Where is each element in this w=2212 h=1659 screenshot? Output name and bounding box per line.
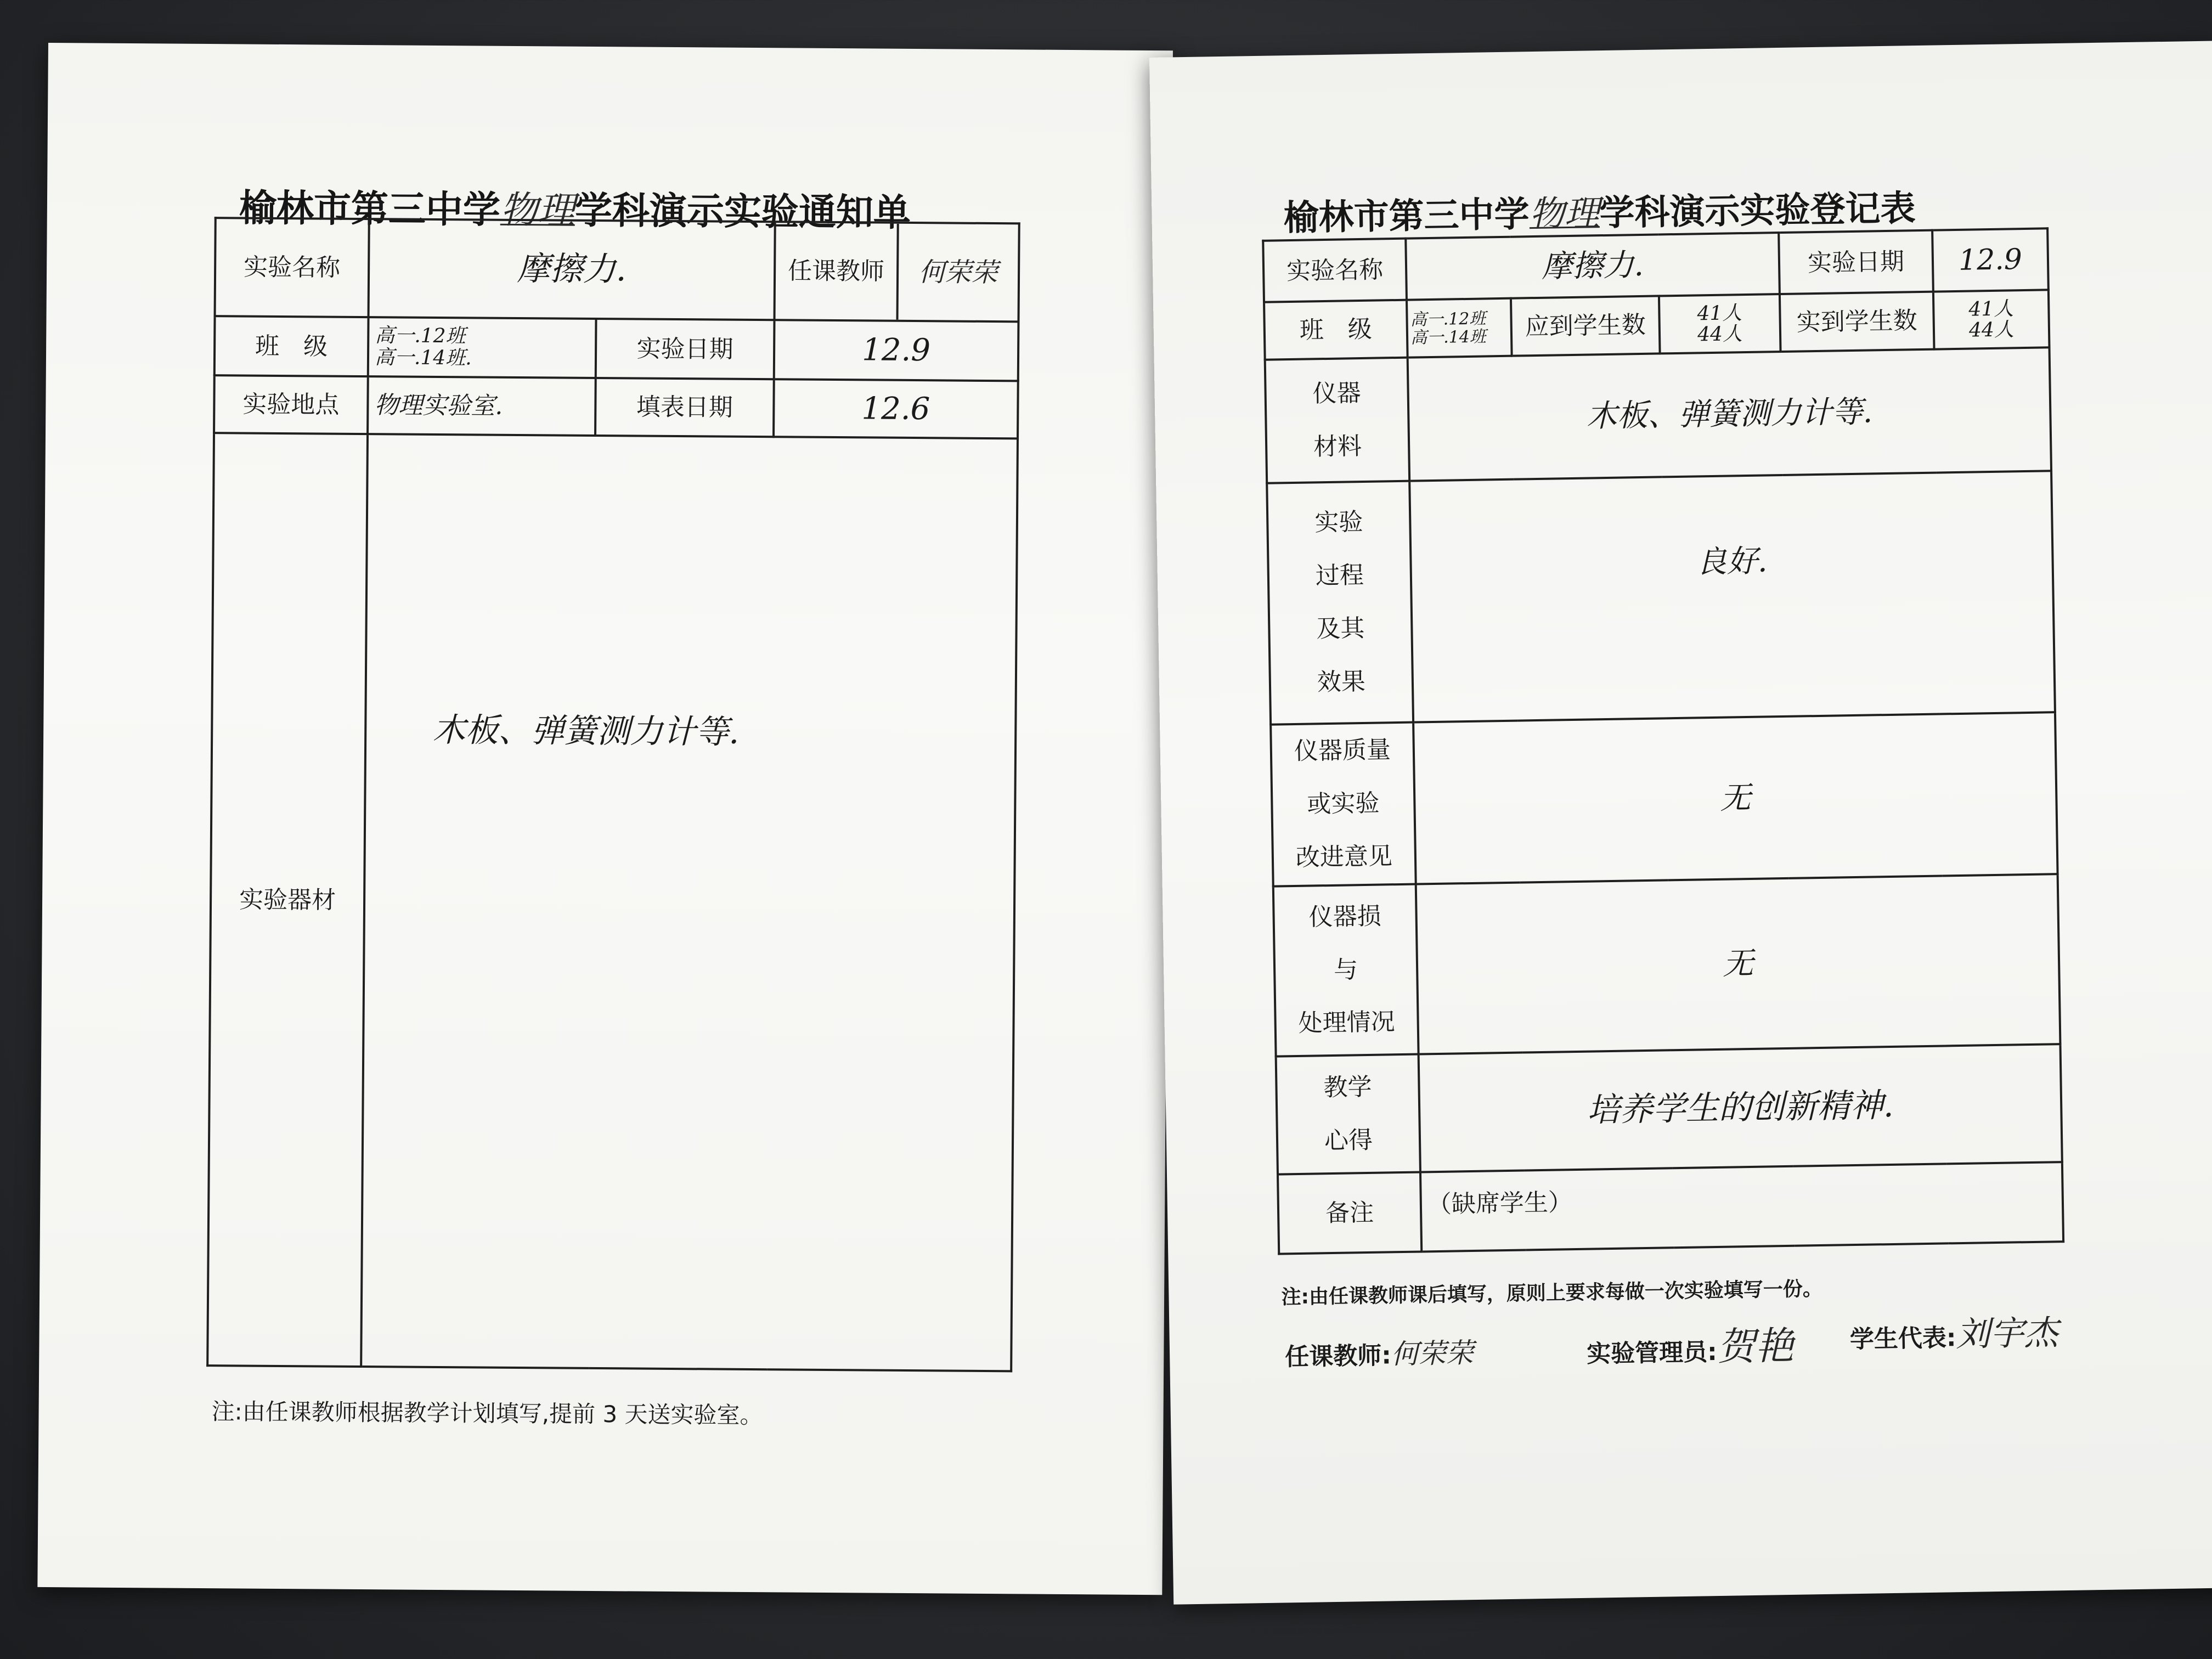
rec-value-class	[1407, 298, 1512, 358]
rec-label-damage	[1273, 884, 1419, 1057]
sig-student-value: 刘宇杰	[1955, 1312, 2058, 1355]
teacher-cell	[775, 222, 1019, 321]
label-experiment-date: 实验日期	[596, 319, 775, 379]
value-fill-date: 12.6	[774, 379, 1018, 438]
rec-label-experiment-name: 实验名称	[1263, 239, 1407, 302]
rec-label-quality-1: 仪器质量	[1294, 736, 1391, 766]
record-form-table	[1262, 227, 2064, 1255]
rec-value-experiment-date: 12.9	[1932, 228, 2049, 291]
notice-title-prefix: 榆林市第三中学	[239, 187, 501, 232]
rec-value-expected-1: 41人	[1697, 301, 1742, 325]
rec-value-actual-1: 41人	[1968, 297, 2014, 321]
label-experiment-name: 实验名称	[215, 218, 369, 317]
sig-admin-value: 贺艳	[1717, 1323, 1795, 1370]
rec-label-quality-2: 或实验	[1307, 789, 1380, 819]
rec-label-damage-2: 与	[1333, 955, 1358, 984]
notice-form-sheet	[37, 43, 1173, 1595]
record-footnote: 注:由任课教师课后填写，原则上要求每做一次实验填写一份。	[1281, 1278, 1823, 1309]
sig-teacher-label: 任课教师:	[1284, 1341, 1392, 1372]
rec-label-process-2: 过程	[1315, 561, 1364, 590]
sig-admin	[1586, 1315, 1794, 1374]
label-class: 班 级	[215, 316, 369, 376]
rec-value-actual	[1933, 290, 2050, 349]
rec-value-process: 良好.	[1409, 471, 2055, 722]
rec-value-damage: 无	[1416, 874, 2061, 1054]
label-equipment: 实验器材	[207, 433, 368, 1367]
rec-value-expected	[1659, 294, 1781, 353]
record-form-sheet	[1149, 41, 2212, 1605]
sig-teacher-value: 何荣荣	[1391, 1337, 1474, 1370]
rec-value-remarks: （缺席学生）	[1420, 1162, 2063, 1251]
value-experiment-date: 12.9	[774, 320, 1019, 381]
rec-label-insight-1: 教学	[1323, 1073, 1372, 1102]
notice-footnote: 注:由任课教师根据教学计划填写,提前 3 天送实验室。	[211, 1398, 763, 1429]
rec-label-expected-students: 应到学生数	[1511, 296, 1660, 356]
rec-label-process-1: 实验	[1314, 508, 1363, 537]
rec-label-instruments-2: 材料	[1313, 432, 1362, 461]
label-teacher: 任课教师	[776, 223, 899, 320]
rec-label-insight-2: 心得	[1324, 1126, 1373, 1155]
sig-student	[1849, 1305, 2058, 1357]
rec-label-experiment-date: 实验日期	[1779, 230, 1933, 294]
rec-label-remarks: 备注	[1278, 1172, 1421, 1254]
value-experiment-name: 摩擦力.	[369, 219, 775, 320]
rec-label-actual-students: 实到学生数	[1780, 292, 1934, 352]
label-fill-date: 填表日期	[595, 378, 774, 437]
rec-value-quality: 无	[1413, 712, 2057, 884]
sig-teacher	[1285, 1331, 1474, 1373]
sig-admin-label: 实验管理员:	[1586, 1338, 1718, 1368]
record-title-suffix: 学科演示实验登记表	[1599, 188, 1916, 234]
rec-label-quality-3: 改进意见	[1295, 842, 1393, 872]
value-class	[368, 317, 596, 378]
rec-value-class-line1: 高一.12班	[1410, 308, 1486, 330]
rec-label-process	[1267, 481, 1413, 725]
rec-label-instruments-1: 仪器	[1312, 379, 1362, 408]
rec-label-quality	[1271, 723, 1416, 887]
value-location: 物理实验室.	[368, 376, 596, 436]
rec-value-experiment-name: 摩擦力.	[1406, 233, 1780, 300]
rec-label-damage-1: 仪器损	[1308, 902, 1382, 932]
rec-value-class-line2: 高一.14班	[1410, 326, 1487, 348]
rec-value-insight: 培养学生的创新精神.	[1419, 1044, 2062, 1172]
value-class-line2: 高一.14班.	[374, 346, 472, 370]
value-class-line1: 高一.12班	[375, 324, 466, 348]
value-teacher: 何荣荣	[918, 256, 998, 288]
rec-label-damage-3: 处理情况	[1298, 1008, 1396, 1038]
notice-title-subject: 物理	[500, 188, 575, 233]
rec-value-expected-2: 44人	[1697, 322, 1743, 346]
label-location: 实验地点	[214, 375, 368, 434]
rec-value-actual-2: 44人	[1968, 318, 2015, 342]
record-title-prefix: 榆林市第三中学	[1283, 194, 1530, 239]
rec-label-class: 班 级	[1264, 300, 1408, 360]
sig-student-label: 学生代表:	[1849, 1324, 1956, 1354]
record-title-subject: 物理	[1528, 193, 1600, 235]
value-equipment-text: 木板、弹簧测力计等.	[432, 710, 740, 752]
value-equipment	[361, 434, 1018, 1371]
rec-label-instruments	[1265, 358, 1410, 483]
notice-title-suffix: 学科演示实验通知单	[574, 189, 911, 235]
rec-label-process-4: 效果	[1317, 667, 1366, 697]
notice-form-table	[206, 217, 1020, 1372]
rec-value-instruments: 木板、弹簧测力计等.	[1408, 347, 2051, 481]
rec-label-insight	[1276, 1054, 1420, 1175]
rec-label-process-3: 及其	[1316, 614, 1365, 644]
